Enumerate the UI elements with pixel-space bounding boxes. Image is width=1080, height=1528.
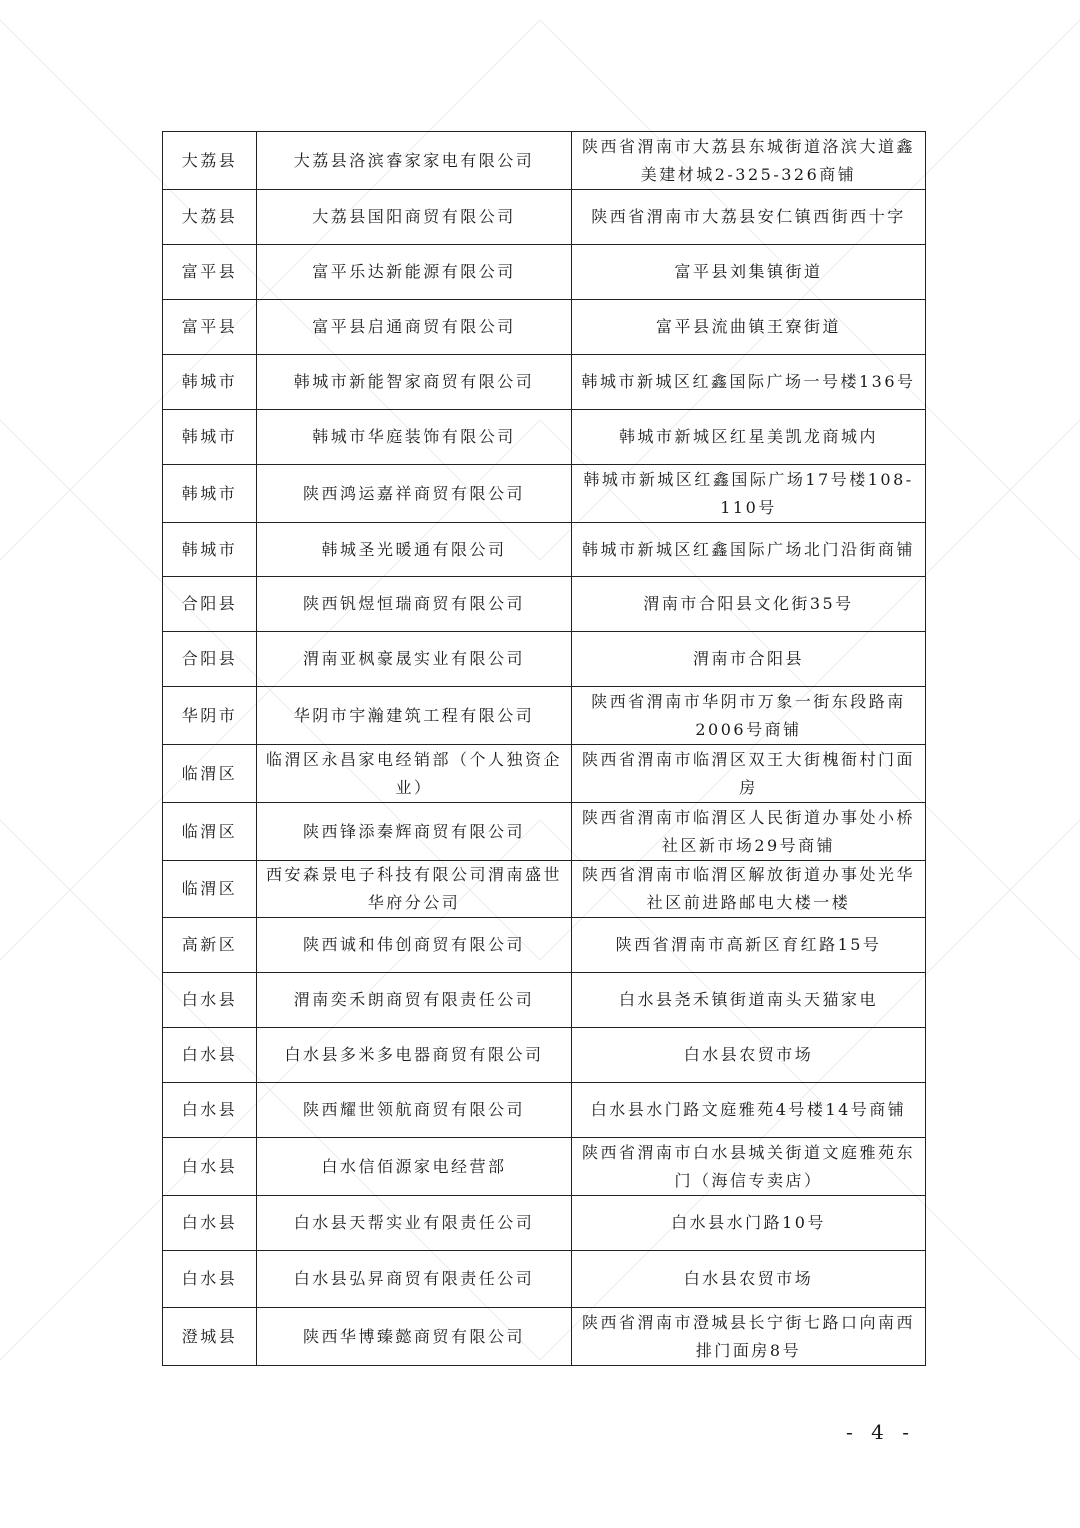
address-cell: 陕西省渭南市临渭区解放街道办事处光华社区前进路邮电大楼一楼 [572,861,926,918]
table-row [163,803,926,861]
table-row [163,1196,926,1251]
address-cell: 白水县水门路文庭雅苑4号楼14号商铺 [572,1083,926,1138]
county-cell: 高新区 [163,918,257,973]
address-cell: 白水县尧禾镇街道南头天猫家电 [572,973,926,1028]
table-row [163,190,926,245]
address-cell: 陕西省渭南市澄城县长宁街七路口向南西排门面房8号 [572,1308,926,1366]
county-cell: 临渭区 [163,803,257,861]
address-cell: 陕西省渭南市华阴市万象一街东段路南2006号商铺 [572,687,926,745]
table-row [163,687,926,745]
table-row [163,523,926,577]
table-row [163,245,926,300]
company-cell: 渭南奕禾朗商贸有限责任公司 [257,973,572,1028]
company-cell: 华阴市宇瀚建筑工程有限公司 [257,687,572,745]
table-row [163,355,926,410]
table-row [163,1138,926,1196]
table-row [163,1083,926,1138]
address-cell: 陕西省渭南市临渭区人民街道办事处小桥社区新市场29号商铺 [572,803,926,861]
county-cell: 临渭区 [163,745,257,803]
county-cell: 澄城县 [163,1308,257,1366]
county-cell: 临渭区 [163,861,257,918]
table-row [163,577,926,632]
table-row [163,632,926,687]
table-row [163,745,926,803]
company-cell: 陕西诚和伟创商贸有限公司 [257,918,572,973]
company-cell: 白水县多米多电器商贸有限公司 [257,1028,572,1083]
address-cell: 富平县流曲镇王寮街道 [572,300,926,355]
county-cell: 白水县 [163,1083,257,1138]
company-cell: 白水县弘昇商贸有限责任公司 [257,1251,572,1308]
county-cell: 富平县 [163,300,257,355]
table-row [163,132,926,190]
county-cell: 白水县 [163,1028,257,1083]
county-cell: 韩城市 [163,410,257,465]
county-cell: 大荔县 [163,190,257,245]
company-cell: 大荔县洛滨睿家家电有限公司 [257,132,572,190]
company-cell: 韩城市新能智家商贸有限公司 [257,355,572,410]
company-cell: 白水县天帮实业有限责任公司 [257,1196,572,1251]
county-cell: 白水县 [163,1138,257,1196]
table-row [163,918,926,973]
county-cell: 富平县 [163,245,257,300]
company-cell: 陕西鸿运嘉祥商贸有限公司 [257,465,572,523]
address-cell: 白水县农贸市场 [572,1028,926,1083]
table-row [163,410,926,465]
address-cell: 韩城市新城区红星美凯龙商城内 [572,410,926,465]
address-cell: 陕西省渭南市大荔县安仁镇西街西十字 [572,190,926,245]
company-cell: 韩城市华庭装饰有限公司 [257,410,572,465]
table-row [163,973,926,1028]
company-cell: 渭南亚枫豪晟实业有限公司 [257,632,572,687]
address-cell: 渭南市合阳县文化街35号 [572,577,926,632]
county-cell: 韩城市 [163,523,257,577]
address-cell: 陕西省渭南市临渭区双王大街槐衙村门面房 [572,745,926,803]
company-cell: 韩城圣光暖通有限公司 [257,523,572,577]
company-cell: 大荔县国阳商贸有限公司 [257,190,572,245]
county-cell: 白水县 [163,1251,257,1308]
address-cell: 渭南市合阳县 [572,632,926,687]
county-cell: 韩城市 [163,465,257,523]
address-cell: 陕西省渭南市白水县城关街道文庭雅苑东门（海信专卖店） [572,1138,926,1196]
address-cell: 韩城市新城区红鑫国际广场17号楼108-110号 [572,465,926,523]
county-cell: 合阳县 [163,632,257,687]
address-cell: 陕西省渭南市高新区育红路15号 [572,918,926,973]
table-row [163,300,926,355]
company-cell: 陕西锋添秦辉商贸有限公司 [257,803,572,861]
address-cell: 白水县农贸市场 [572,1251,926,1308]
address-cell: 陕西省渭南市大荔县东城街道洛滨大道鑫美建材城2-325-326商铺 [572,132,926,190]
page-number: - 4 - [846,1420,915,1444]
table-row [163,1028,926,1083]
company-cell: 富平县启通商贸有限公司 [257,300,572,355]
address-cell: 韩城市新城区红鑫国际广场北门沿街商铺 [572,523,926,577]
address-cell: 富平县刘集镇街道 [572,245,926,300]
dealer-table [162,131,926,1366]
table-row [163,1308,926,1366]
table-row [163,861,926,918]
company-cell: 富平乐达新能源有限公司 [257,245,572,300]
county-cell: 白水县 [163,1196,257,1251]
address-cell: 白水县水门路10号 [572,1196,926,1251]
county-cell: 韩城市 [163,355,257,410]
company-cell: 白水信佰源家电经营部 [257,1138,572,1196]
company-cell: 陕西耀世领航商贸有限公司 [257,1083,572,1138]
address-cell: 韩城市新城区红鑫国际广场一号楼136号 [572,355,926,410]
table-row [163,465,926,523]
company-cell: 临渭区永昌家电经销部（个人独资企业） [257,745,572,803]
county-cell: 合阳县 [163,577,257,632]
county-cell: 白水县 [163,973,257,1028]
table-row [163,1251,926,1308]
company-cell: 西安森景电子科技有限公司渭南盛世华府分公司 [257,861,572,918]
county-cell: 华阴市 [163,687,257,745]
company-cell: 陕西华博臻懿商贸有限公司 [257,1308,572,1366]
county-cell: 大荔县 [163,132,257,190]
company-cell: 陕西钒煜恒瑞商贸有限公司 [257,577,572,632]
